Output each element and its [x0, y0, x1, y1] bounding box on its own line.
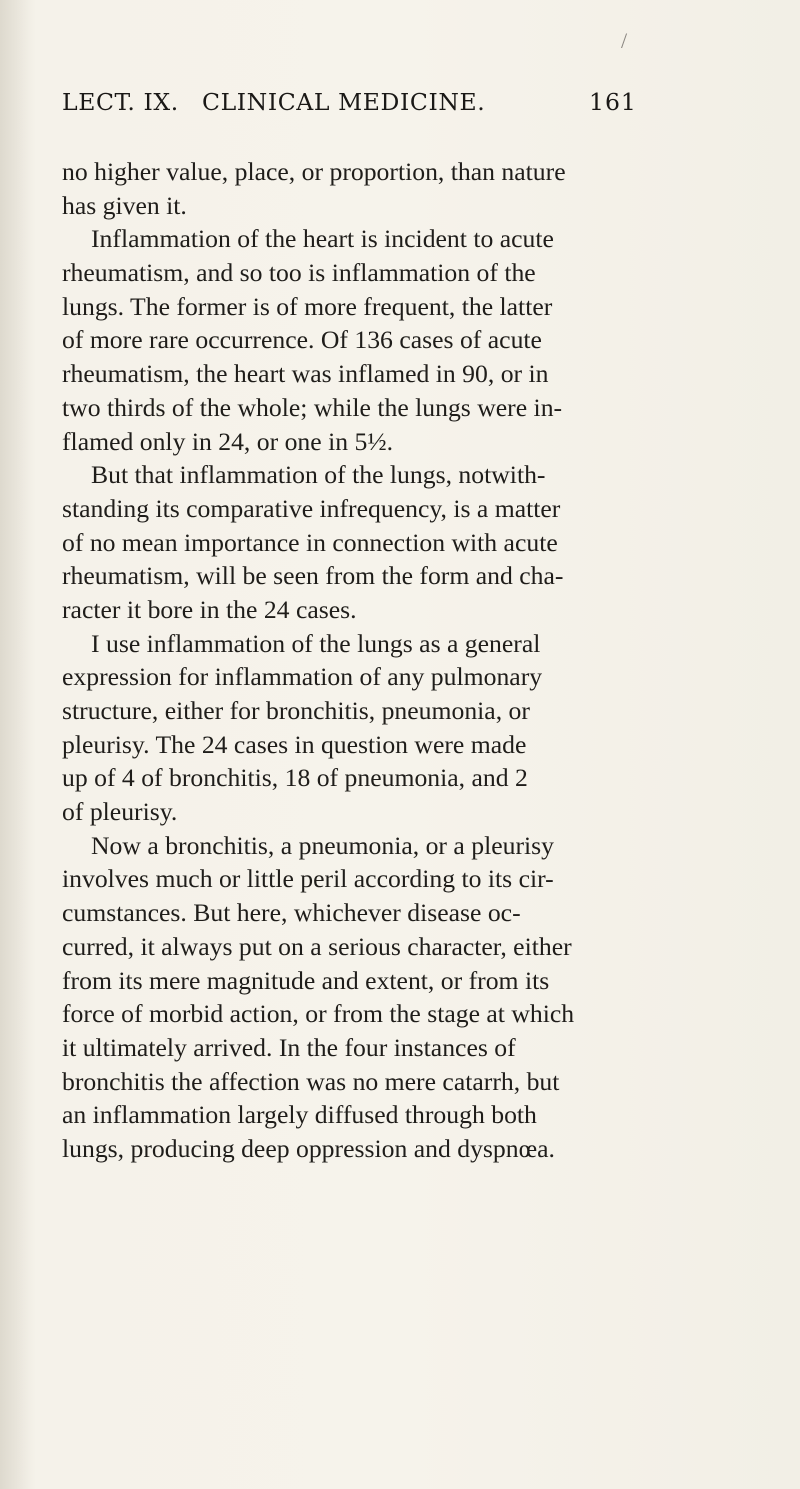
text-line: no higher value, place, or proportion, than nature: [62, 157, 566, 186]
text-line: rheumatism, the heart was inflamed in 90, or in: [62, 359, 549, 389]
page-number: 161: [589, 88, 637, 116]
lecture-label: LECT. IX.: [62, 88, 179, 116]
text-line: has given it.: [62, 190, 187, 220]
text-line: involves much or little peril according to its cir-: [62, 864, 554, 894]
text-line: lungs, producing deep oppression and dyspnœa.: [62, 1133, 555, 1163]
text-line: standing its comparative infrequency, is a matter: [62, 493, 561, 523]
text-line: I use inflammation of the lungs as a general: [91, 628, 541, 658]
text-line: an inflammation largely diffused through both: [62, 1100, 537, 1130]
text-line: up of 4 of bronchitis, 18 of pneumonia, and 2: [62, 763, 528, 793]
running-header: [62, 88, 662, 128]
text-line: flamed only in 24, or one in 5½.: [62, 426, 394, 456]
text-line: pleurisy. The 24 cases in question were made: [62, 729, 527, 759]
text-line: Inflammation of the heart is incident to acute: [91, 224, 554, 254]
text-line: from its mere magnitude and extent, or from its: [62, 965, 550, 995]
text-line: bronchitis the affection was no mere catarrh, but: [62, 1066, 560, 1096]
text-line: expression for inflammation of any pulmonary: [62, 662, 543, 692]
text-line: Now a bronchitis, a pneumonia, or a pleurisy: [91, 830, 554, 860]
text-line: of pleurisy.: [62, 797, 178, 827]
text-line: rheumatism, will be seen from the form and cha-: [62, 561, 564, 591]
text-line: rheumatism, and so too is inflammation of the: [62, 258, 536, 288]
text-line: of more rare occurrence. Of 136 cases of acute: [62, 325, 542, 355]
stray-mark: /: [621, 28, 628, 53]
text-line: racter it bore in the 24 cases.: [62, 594, 357, 624]
text-line: curred, it always put on a serious character, either: [62, 931, 572, 961]
text-line: cumstances. But here, whichever disease oc-: [62, 898, 521, 928]
binding-shadow: [0, 0, 36, 1489]
text-line: structure, either for bronchitis, pneumonia, or: [62, 696, 530, 725]
text-line: of no mean importance in connection with acute: [62, 527, 558, 557]
body-text: [62, 155, 654, 1166]
text-line: force of morbid action, or from the stage at which: [62, 999, 575, 1029]
text-line: it ultimately arrived. In the four instances of: [62, 1032, 516, 1062]
text-line: two thirds of the whole; while the lungs were in-: [62, 392, 563, 422]
text-line: But that inflammation of the lungs, notwith-: [91, 460, 546, 490]
text-line: lungs. The former is of more frequent, the latter: [62, 291, 553, 321]
running-title: CLINICAL MEDICINE.: [202, 88, 486, 116]
